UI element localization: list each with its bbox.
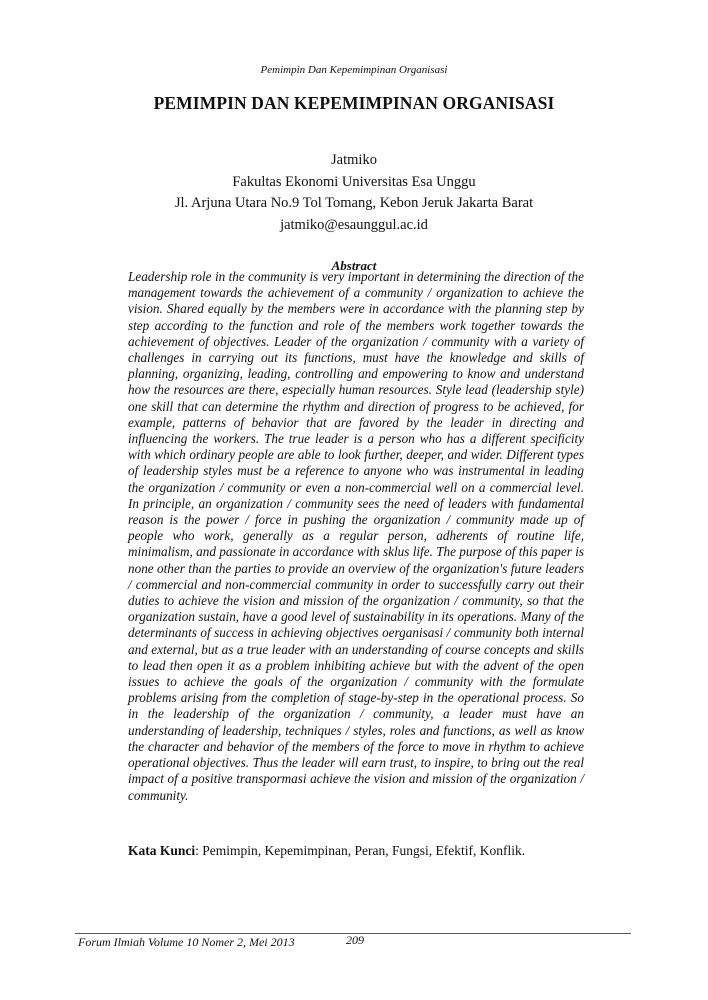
keywords-label: Kata Kunci — [128, 843, 196, 858]
author-block — [0, 150, 708, 236]
abstract-heading: Abstract — [331, 258, 377, 273]
paper-title: PEMIMPIN DAN KEPEMIMPINAN ORGANISASI — [153, 93, 555, 113]
author-name: Jatmiko — [331, 152, 377, 168]
footer-journal-citation: Forum Ilmiah Volume 10 Nomer 2, Mei 2013 — [78, 935, 295, 949]
page-number: 209 — [346, 933, 364, 947]
author-email: jatmiko@esaunggul.ac.id — [280, 216, 428, 233]
keywords-text: Pemimpin, Kepemimpinan, Peran, Fungsi, Efektif, Konflik. — [198, 843, 526, 858]
running-header: Pemimpin Dan Kepemimpinan Organisasi — [260, 64, 448, 76]
author-address: Jl. Arjuna Utara No.9 Tol Tomang, Kebon Jeruk Jakarta Barat — [174, 195, 534, 211]
abstract-body: Leadership role in the community is very important in determining the direction of the management towards the achievement of a community / organization to achieve the vision. Shared equally by the members were in accordance with the planning step by step according to the function and role of the members work together towards the achievement of objectives. Leader of the organization / community with a variety of challenges in carrying out its functions, must have the knowledge and skills of planning, organizing, leading, controlling and empowering to know and understand how the resources are there, especially human resources. Style lead (leadership style) one skill that can determine the rhythm and direction of progress to be achieved, for example, patterns of behavior that are favored by the leader in directing and influencing the workers. The true leader is a person who has a different specificity with which ordinary people are able to look further, deeper, and wider. Different types of leadership styles must be a reference to anyone who was instrumental in leading the organization / community or even a non-commercial well on a commercial level. In principle, an organization / community sees the need of leaders with fundamental reason is the power / force in pushing the organization / community made up of people who work, generally as a regular person, adherents of routine life, minimalism, and passionate in accordance with sklus life. The purpose of this paper is none other than the parties to provide an overview of the organization's future leaders / commercial and non-commercial community in order to successfully carry out their duties to achieve the vision and mission of the organization / community, so that the organization sustain, have a good level of sustainability in its operations. Many of the determinants of success in achieving objectives oerganisasi / community both internal and external, but as a true leader with an understanding of course concepts and skills to lead then open it as a problem inhibiting achieve but with the advent of the open issues to achieve the goals of the organization / community with the formulate problems arising from the completion of stage-by-step in the operational process. So in the leadership of the organization / community, a leader must have an understanding of leadership, techniques / styles, roles and functions, as well as know the character and behavior of the members of the force to move in rhythm to achieve operational objectives. Thus the leader will earn trust, to inspire, to bring out the real impact of a positive transpormasi achieve the vision and mission of the organization / community. — [128, 269, 584, 803]
author-affiliation: Fakultas Ekonomi Universitas Esa Unggu — [232, 173, 476, 190]
keywords-separator: : — [195, 843, 199, 858]
keywords-line — [128, 843, 598, 859]
